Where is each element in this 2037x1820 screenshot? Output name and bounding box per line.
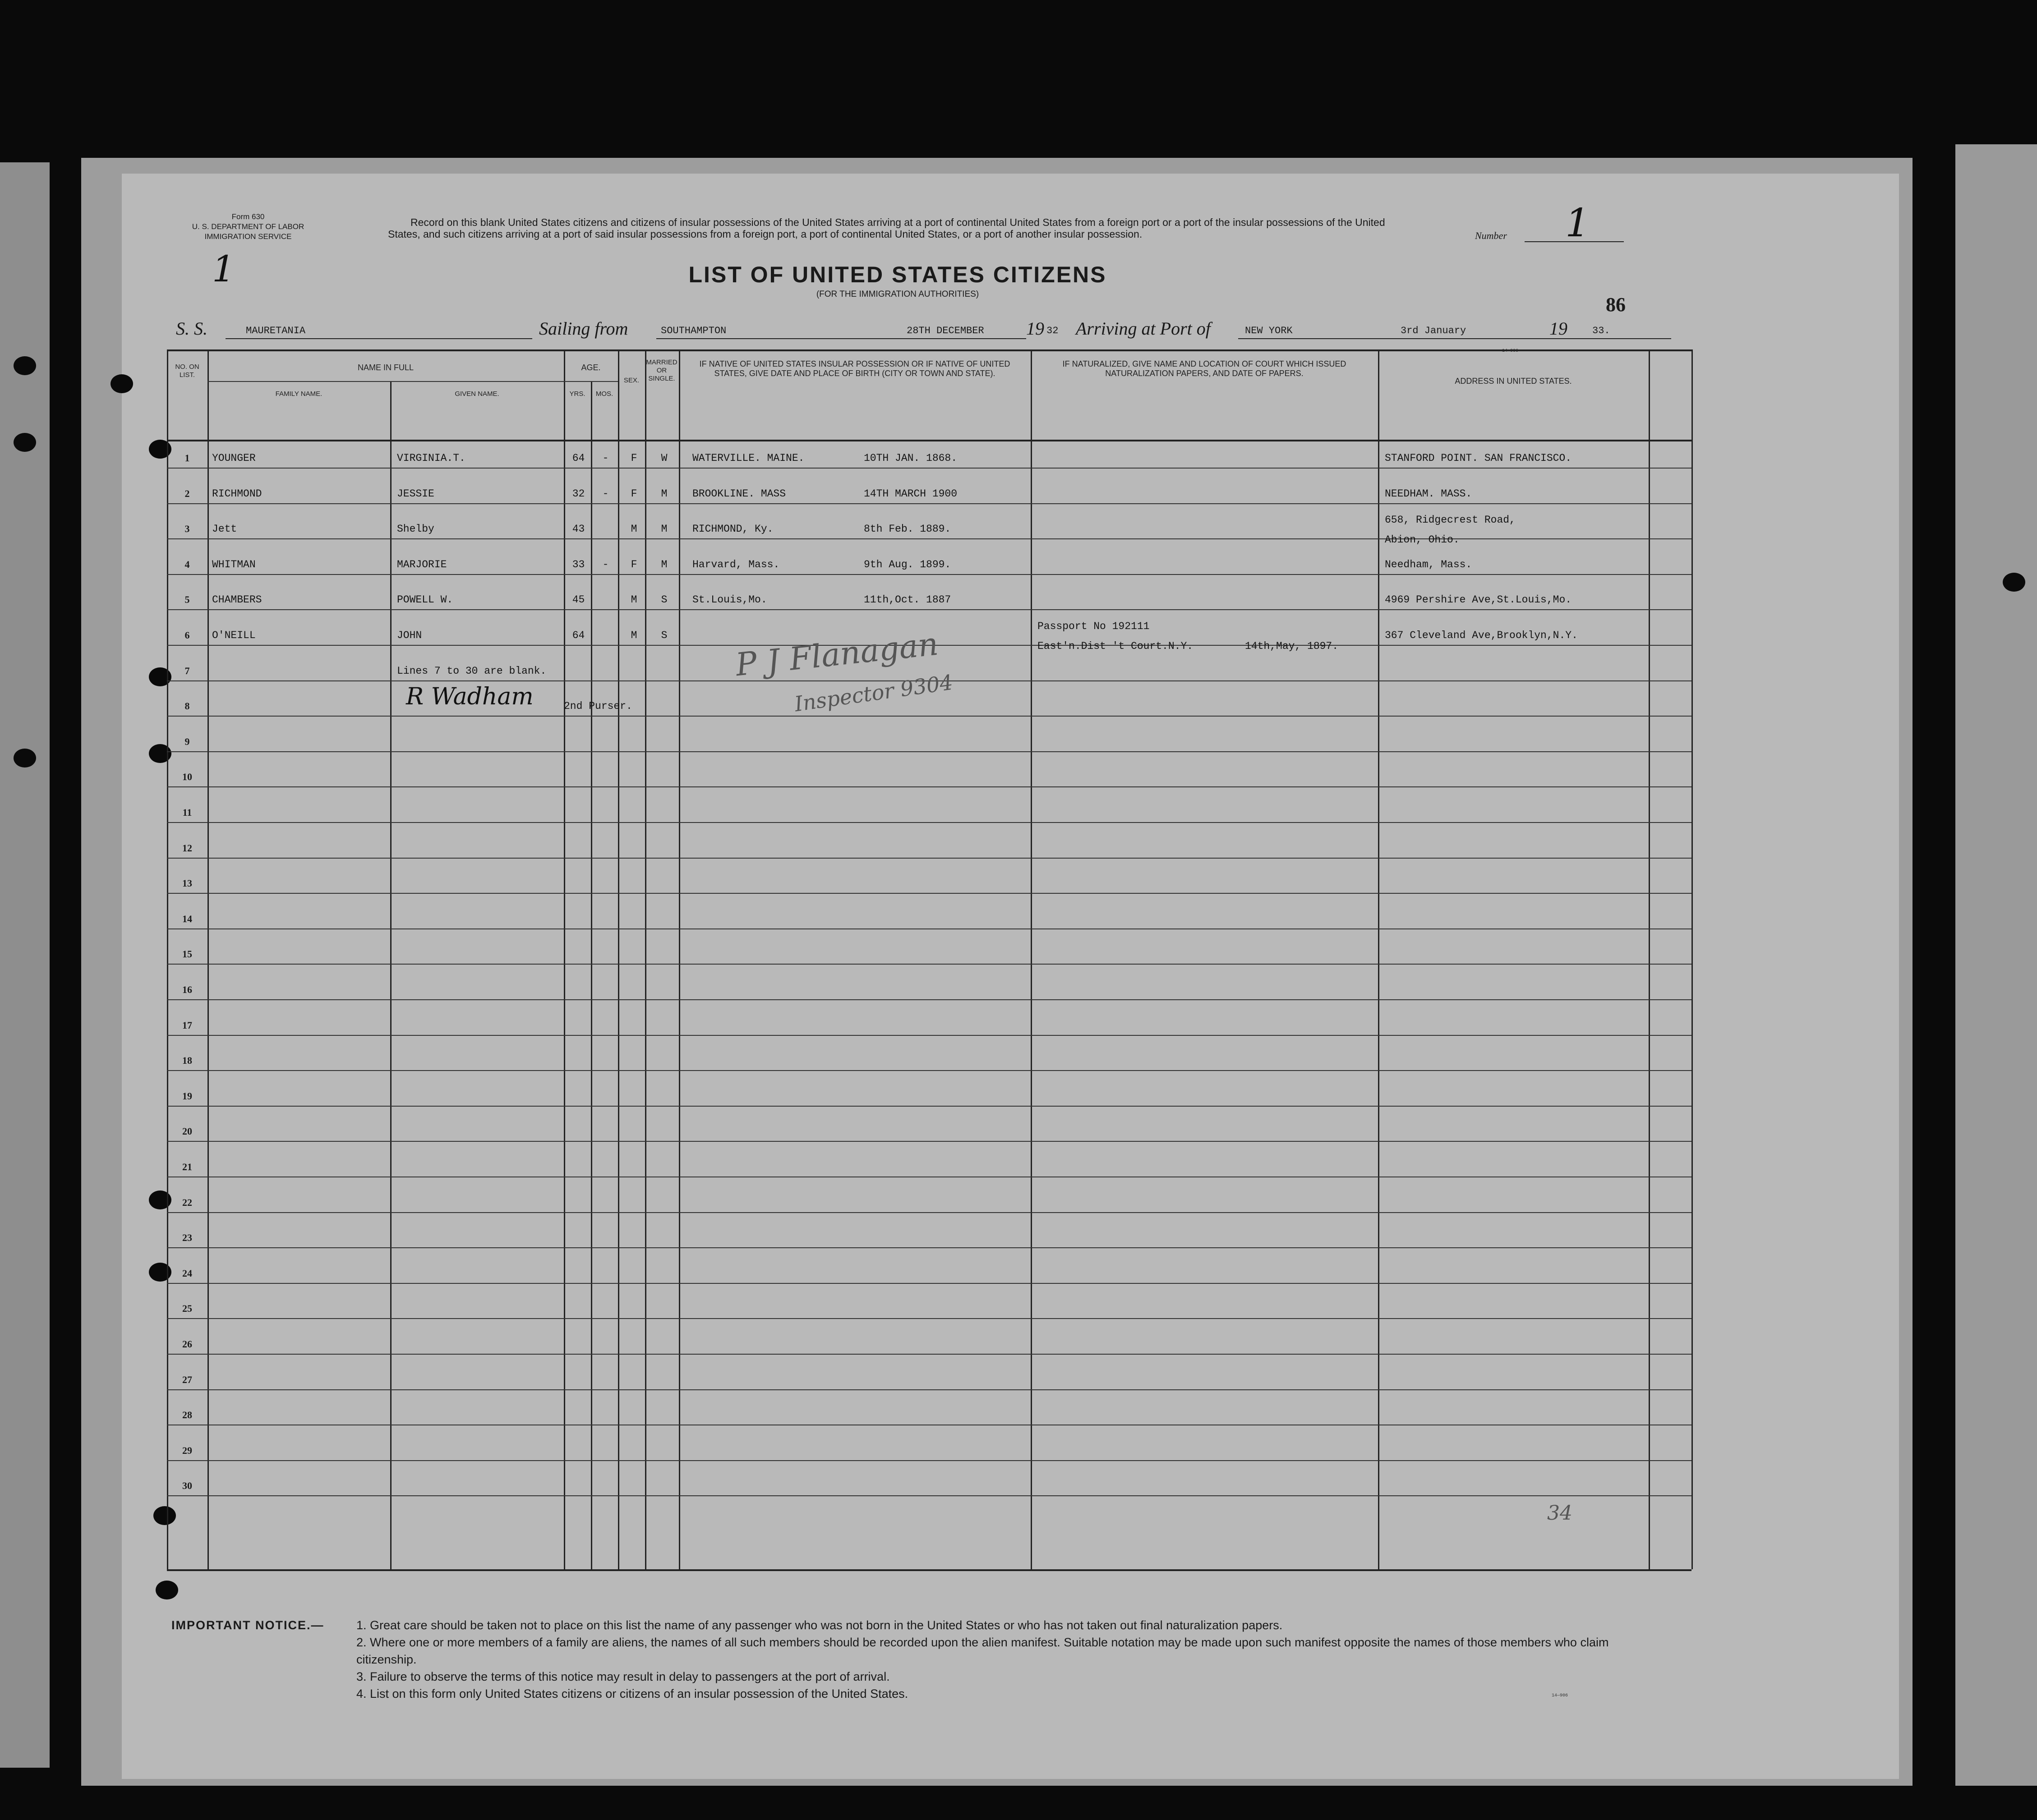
cell-ms: W	[661, 452, 668, 464]
cell-given: POWELL W.	[397, 594, 453, 606]
cell-family: WHITMAN	[212, 558, 256, 570]
line-number: 26	[182, 1338, 192, 1350]
row-rule	[167, 822, 1691, 823]
line-number: 9	[184, 735, 190, 747]
cell-sex: F	[631, 487, 637, 500]
notice-item: 4. List on this form only United States citizens or citizens of an insular possession of the United States.	[356, 1687, 908, 1701]
row-rule	[167, 1354, 1691, 1355]
row-rule	[167, 1141, 1691, 1142]
col-naturalized-header: IF NATURALIZED, GIVE NAME AND LOCATION OF COURT WHICH ISSUED NATURALIZATION PAPERS, AND DATE OF PAPERS.	[1062, 359, 1346, 378]
cell-given: Shelby	[397, 523, 434, 535]
line-number: 29	[182, 1444, 192, 1456]
page-title: LIST OF UNITED STATES CITIZENS	[688, 262, 1107, 287]
year-suffix-2: 33.	[1592, 325, 1610, 336]
cell-sex: M	[631, 523, 637, 535]
number-value: 1	[1565, 201, 1590, 246]
cell-nat2: East'n.Dist 't Court.N.Y.	[1037, 640, 1194, 652]
row-rule	[167, 964, 1691, 965]
arriving-label: Arriving at Port of	[1076, 318, 1211, 339]
sailing-label: Sailing from	[539, 318, 628, 339]
row-rule	[167, 716, 1691, 717]
line-number: 18	[182, 1055, 192, 1066]
number-label: Number	[1475, 230, 1507, 241]
line-number: 15	[182, 948, 192, 960]
cell-mos: -	[602, 558, 609, 570]
row-rule	[167, 574, 1691, 575]
year-suffix-1: 32	[1046, 325, 1059, 336]
row-rule	[167, 1318, 1691, 1319]
cell-ms: S	[661, 594, 668, 606]
row-rule	[167, 1283, 1691, 1284]
cell-ms: M	[661, 523, 668, 535]
cell-addr2: Abion, Ohio.	[1385, 534, 1460, 546]
form-instructions: Record on this blank United States citizens and citizens of insular possessions of the United States arriving at a port of continental United States from a foreign port or a port of the insular possessions of the United States, and such citizens arriving at a port of said insular possessions from a foreign port, a port of continental United States, or a port of another insular possession.	[388, 216, 1385, 240]
cell-sex: M	[631, 594, 637, 606]
notice-code: 14—906	[1552, 1693, 1568, 1698]
handwritten-mark: 1	[212, 248, 235, 290]
col-given-header: GIVEN NAME.	[455, 390, 499, 398]
cell-yrs: 64	[572, 452, 585, 464]
cell-addr1: 367 Cleveland Ave,Brooklyn,N.Y.	[1385, 630, 1578, 641]
line-number: 5	[184, 594, 190, 606]
col-native-header: IF NATIVE OF UNITED STATES INSULAR POSSESSION OR IF NATIVE OF UNITED STATES, GIVE DATE AND PLACE OF BIRTH (CITY OR TOWN AND STATE).	[699, 359, 1010, 378]
row-rule	[167, 1495, 1691, 1496]
row-rule	[167, 503, 1691, 504]
to-port: NEW YORK	[1245, 325, 1293, 336]
row-rule	[167, 1106, 1691, 1107]
notice-lead: IMPORTANT NOTICE.—	[171, 1618, 324, 1632]
cell-place: Harvard, Mass.	[692, 558, 780, 570]
notice-item: 1. Great care should be taken not to place on this list the name of any passenger who was not born in the United States or who has not taken out final naturalization papers.	[356, 1618, 1283, 1632]
binding-hole	[14, 356, 36, 375]
purser-title: 2nd Purser.	[564, 700, 632, 712]
col-no-header: NO. ON LIST.	[175, 363, 199, 379]
ship-underline	[226, 338, 532, 339]
cell-addr1: Needham, Mass.	[1385, 558, 1472, 570]
line-number: 7	[184, 665, 190, 676]
line-number: 21	[182, 1161, 192, 1172]
line-number: 30	[182, 1480, 192, 1492]
from-port-underline	[656, 338, 1026, 339]
cell-yrs: 32	[572, 487, 585, 500]
page-number: 86	[1606, 294, 1626, 316]
row-rule	[167, 1070, 1691, 1071]
line-number: 17	[182, 1019, 192, 1031]
cell-sex: F	[631, 558, 637, 570]
cell-sex: M	[631, 630, 637, 641]
cell-family: YOUNGER	[212, 452, 256, 464]
stamp-code: 14—906	[1502, 349, 1519, 354]
depart-date: 28TH DECEMBER	[907, 325, 984, 336]
row-rule	[167, 786, 1691, 787]
cell-nat1: Passport No 192111	[1037, 620, 1150, 632]
row-rule	[167, 999, 1691, 1000]
col-yrs-header: YRS.	[569, 390, 585, 398]
cell-mos: -	[602, 487, 609, 500]
line-number: 25	[182, 1303, 192, 1314]
cell-place: RICHMOND, Ky.	[692, 523, 774, 535]
line-number: 2	[184, 487, 190, 499]
row-rule	[167, 751, 1691, 752]
binding-hole	[156, 1581, 178, 1599]
col-sex-header: SEX.	[623, 377, 640, 384]
cell-place: St.Louis,Mo.	[692, 594, 767, 606]
row-rule	[167, 609, 1691, 610]
header-rule	[167, 440, 1691, 441]
row-rule	[167, 1035, 1691, 1036]
line-number: 24	[182, 1267, 192, 1279]
department-name: U. S. DEPARTMENT OF LABOR	[192, 222, 304, 231]
line-number: 1	[184, 452, 190, 464]
binding-hole	[14, 749, 36, 768]
blank-lines-note: Lines 7 to 30 are blank.	[397, 665, 547, 677]
col-married-header: MARRIED OR SINGLE.	[646, 358, 677, 382]
notice-item: 3. Failure to observe the terms of this notice may result in delay to passengers at the port of arrival.	[356, 1670, 890, 1683]
row-rule	[167, 1247, 1691, 1248]
row-rule	[167, 1460, 1691, 1461]
line-number: 23	[182, 1232, 192, 1244]
line-number: 10	[182, 771, 192, 783]
arrive-date: 3rd January	[1401, 325, 1466, 336]
binding-hole	[14, 433, 36, 452]
notice-item: 2. Where one or more members of a family are aliens, the names of all such members should be recorded upon the alien manifest. Suitable notation may be made upon such manifest opposite the names of those members who claim citizenship.	[356, 1636, 1609, 1666]
col-family-header: FAMILY NAME.	[275, 390, 323, 398]
cell-date: 9th Aug. 1899.	[864, 558, 951, 570]
ship-name: MAURETANIA	[246, 325, 306, 336]
line-number: 20	[182, 1126, 192, 1137]
service-name: IMMIGRATION SERVICE	[204, 232, 292, 241]
year-prefix-2: 19	[1549, 318, 1567, 339]
binding-hole	[111, 374, 133, 393]
cell-family: RICHMOND	[212, 487, 262, 500]
cell-yrs: 33	[572, 558, 585, 570]
row-rule	[167, 1212, 1691, 1213]
manifest-table	[167, 349, 1691, 1569]
line-number: 27	[182, 1374, 192, 1385]
year-prefix-1: 19	[1026, 318, 1044, 339]
cell-addr1: 658, Ridgecrest Road,	[1385, 514, 1516, 526]
corner-number: 34	[1547, 1502, 1572, 1525]
line-number: 3	[184, 523, 190, 535]
cell-date: 11th,Oct. 1887	[864, 594, 951, 606]
ss-label: S. S.	[176, 318, 207, 339]
row-rule	[167, 538, 1691, 539]
line-number: 22	[182, 1196, 192, 1208]
line-number: 28	[182, 1409, 192, 1421]
cell-place: BROOKLINE. MASS	[692, 487, 786, 500]
col-address-header: ADDRESS IN UNITED STATES.	[1455, 377, 1572, 386]
cell-date: 10TH JAN. 1868.	[864, 452, 958, 464]
adjacent-page-left	[0, 162, 50, 1768]
purser-signature: R Wadham	[406, 683, 534, 710]
cell-ms: M	[661, 558, 668, 570]
cell-addr1: NEEDHAM. MASS.	[1385, 487, 1472, 500]
cell-family: CHAMBERS	[212, 594, 262, 606]
cell-ms: S	[661, 630, 668, 641]
cell-yrs: 43	[572, 523, 585, 535]
line-number: 8	[184, 700, 190, 712]
adjacent-page-right	[1955, 144, 2037, 1786]
cell-ms: M	[661, 487, 668, 500]
voyage-line	[149, 316, 1651, 343]
cell-date: 8th Feb. 1889.	[864, 523, 951, 535]
row-rule	[167, 1389, 1691, 1390]
cell-given: MARJORIE	[397, 558, 447, 570]
row-rule	[167, 468, 1691, 469]
from-port: SOUTHAMPTON	[661, 325, 727, 336]
cell-nat-date: 14th,May, 1897.	[1245, 640, 1339, 652]
form-number: Form 630	[231, 212, 265, 221]
line-number: 16	[182, 984, 192, 995]
cell-place: WATERVILLE. MAINE.	[692, 452, 805, 464]
line-number: 6	[184, 630, 190, 641]
row-rule	[167, 928, 1691, 929]
line-number: 14	[182, 913, 192, 924]
row-rule	[167, 893, 1691, 894]
line-number: 19	[182, 1090, 192, 1102]
line-number: 13	[182, 878, 192, 889]
line-number: 12	[182, 842, 192, 854]
line-number: 11	[182, 807, 192, 818]
inspector-title: Inspector 9304	[793, 670, 954, 717]
binding-hole	[2003, 573, 2025, 592]
cell-addr1: 4969 Pershire Ave,St.Louis,Mo.	[1385, 594, 1572, 606]
inspector-signature: P J Flanagan	[733, 625, 940, 684]
cell-family: Jett	[212, 523, 237, 535]
line-number: 4	[184, 558, 190, 570]
cell-sex: F	[631, 452, 637, 464]
cell-given: VIRGINIA.T.	[397, 452, 465, 464]
cell-mos: -	[602, 452, 609, 464]
cell-addr1: STANFORD POINT. SAN FRANCISCO.	[1385, 452, 1572, 464]
cell-date: 14TH MARCH 1900	[864, 487, 958, 500]
col-mos-header: MOS.	[595, 390, 613, 398]
cell-given: JOHN	[397, 630, 422, 641]
to-port-underline	[1238, 338, 1671, 339]
cell-yrs: 45	[572, 594, 585, 606]
col-age-header: AGE.	[581, 363, 601, 372]
cell-yrs: 64	[572, 630, 585, 641]
cell-family: O'NEILL	[212, 630, 256, 641]
col-name-header: NAME IN FULL	[357, 363, 414, 372]
row-rule	[167, 858, 1691, 859]
form-identifier	[171, 212, 325, 242]
cell-given: JESSIE	[397, 487, 434, 500]
page-subtitle: (FOR THE IMMIGRATION AUTHORITIES)	[816, 290, 979, 299]
